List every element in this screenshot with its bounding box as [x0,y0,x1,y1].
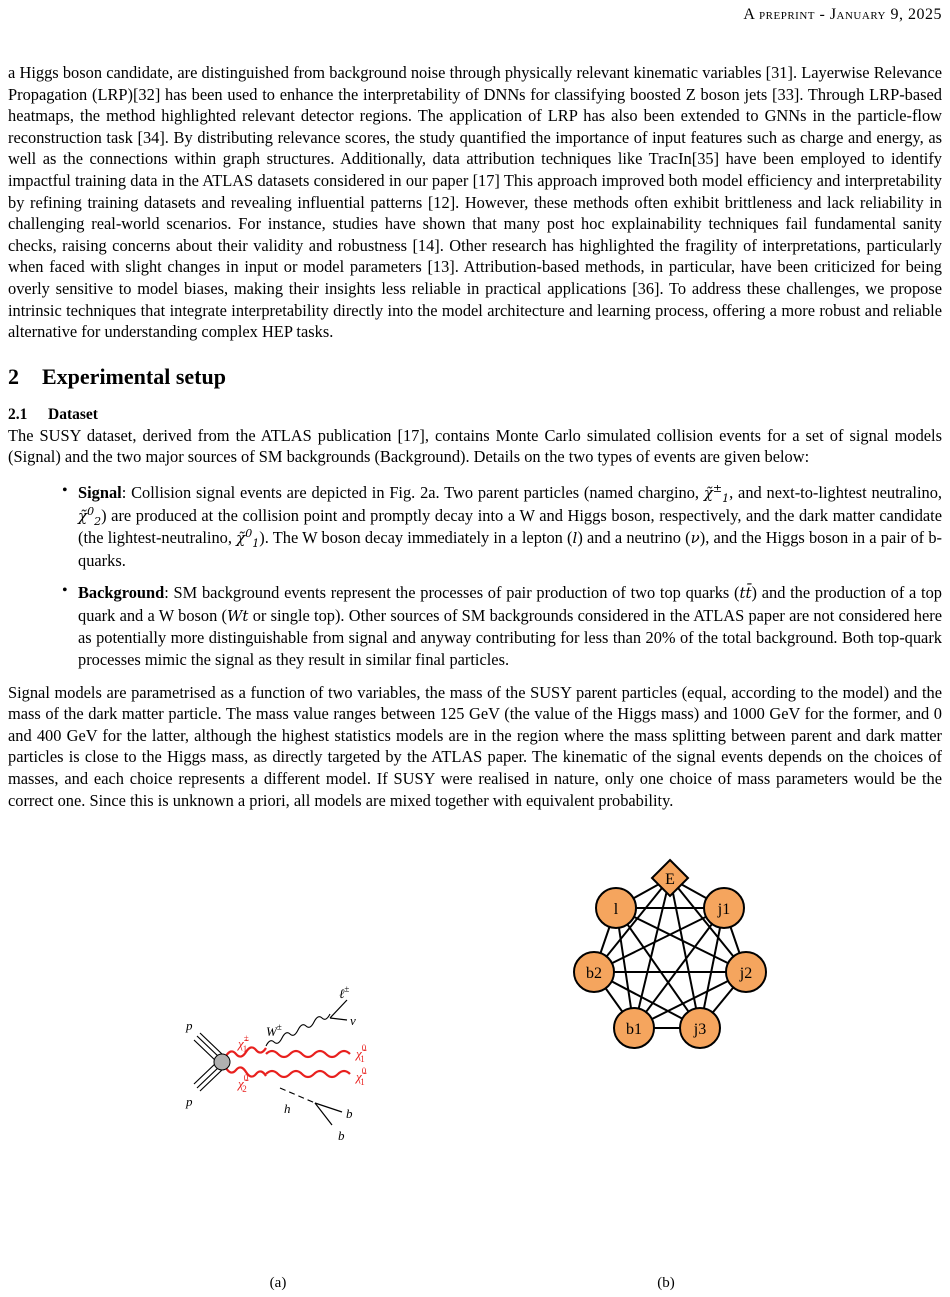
signal-text-2: , and next-to-lightest neutralino, [729,482,943,502]
node-label-j2: j2 [739,965,753,982]
neutralino1-line-top [266,1051,350,1057]
signal-text-5: ) and a neutrino ( [577,528,691,548]
page-content [8,62,942,811]
caption-b: (b) [657,1275,675,1291]
label-p-top: p [186,1018,193,1033]
section-number: 2 [8,363,19,389]
figure-2 [0,848,950,1297]
subsection-title: Dataset [48,405,98,423]
label-lepton: ℓ± [339,984,350,1001]
node-label-j3: j3 [693,1021,707,1038]
background-text-1: : SM background events represent the processes of pair production of two top quarks ( [164,583,740,603]
label-neutralino1-bottom: χ̃$^0$ 1 [356,1066,367,1087]
chargino-glyph: χ̃ [703,483,713,502]
section-heading [8,363,942,391]
signal-text-1: : Collision signal events are depicted in Fig. 2a. Two parent particles (named chargino, [121,482,704,502]
header-text: preprint - January 9, 2025 [759,6,942,23]
chargino-symbol [703,481,730,505]
label-neutralino2: χ̃$^0$ 2 [238,1073,249,1094]
label-neutralino1-top: χ̃$^0$ 1 [356,1043,367,1064]
caption-a: (a) [269,1275,287,1291]
label-w: W± [266,1022,282,1039]
lepton-symbol: l [572,529,578,548]
intro-paragraph: a Higgs boson candidate, are distinguished from background noise through physically relevant kinematic variables [31]. Layerwise Relevance Propagation (LRP)[32] has been used to enhance the interpretability of DNNs for classifying boosted Z boson jets [33]. Through LRP-based heatmaps, the method highlighted relevant detector regions. The application of LRP has also been extended to GNNs in the particle-flow reconstruction task [34]. By distributing relevance scores, the study quantified the importance of input features such as charge and energy, as well as the connections within graph structures. Additionally, data attribution techniques like TracIn[35] have been employed to identify impactful training data in the ATLAS datasets considered in our paper [17] This approach improved both model efficiency and interpretability by refining training datasets and revealing influential patterns [12]. However, these methods often exhibit brittleness and lack reliability in challenging real-world scenarios. For instance, studies have shown that many post hoc explainability techniques fail fundamental sanity checks, raising concerns about their validity and robustness [14]. Other research has highlighted the fragility of interpretations, particularly when faced with slight changes in input or model parameters [13]. Attribution-based methods, in particular, have been criticized for being overly sensitive to model biases, making their insights less reliable in practical applications [36]. To address these challenges, we propose intrinsic techniques that integrate interpretability directly into the model architecture and learning process, offering a more robust and reliable alternative for understanding complex HEP tasks. [8,63,942,342]
mass-400: 400 [36,725,62,745]
header-prefix: A [743,6,755,23]
neutralino1-sup: 0 [245,527,253,541]
signal-paragraph [78,482,942,571]
node-label-b2: b2 [586,965,602,982]
lepton-line [330,1000,347,1018]
neutralino2-sub: 2 [94,514,102,528]
models-text-2: GeV (the value of the Higgs mass) and 1000 GeV for the former, and 0 and [8,704,942,745]
dataset-paragraph: The SUSY dataset, derived from the ATLAS publication [17], contains Monte Carlo simulated collision events for a set of signal models (Signal) and the two major sources of SM backgrounds (Background). Details on the two types of events are given below: [8,425,942,467]
signal-text-3: ) are produced at the collision point and promptly decay into a W and Higgs boson, respectively, and the dark matter candidate (the lightest-neutralino, [78,505,942,548]
chargino-sup: ± [712,481,723,495]
neutralino1-symbol [236,527,260,551]
section-title: Experimental setup [42,363,226,389]
models-paragraph [8,682,942,812]
collision-vertex [214,1054,230,1070]
background-text-2: ) and the production of a top quark and a W boson ( [78,583,942,625]
neutralino1-glyph: χ̃ [236,529,246,548]
ttbar-symbol: tt̄ [739,584,752,603]
list-item-signal [78,482,942,571]
neutralino1-line-bottom [266,1071,350,1077]
subsection-number: 2.1 [8,405,28,423]
label-chargino: χ̃± 1 [238,1033,249,1054]
feynman-diagram [170,938,470,1158]
node-label-b1: b1 [626,1021,642,1038]
neutralino1-sub: 1 [252,537,260,551]
signal-text-6: ), and the Higgs boson in a pair of b-quarks. [78,528,942,570]
neutralino2-symbol [78,504,102,528]
neutrino-line [330,1018,347,1020]
models-text-3: GeV for the latter, although the highest statistics models are in the region where the mass splitting between parent and dark matter particles is close to the Higgs mass, as directly targeted by the ATLAS paper. The kinematic of the signal events depends on the choices of masses, and each choice represents a different model. If SUSY were realised in nature, only one choice of mass parameters would be the correct one. Since this is unknown a priori, all models are mixed together with equivalent probability. [8,725,943,810]
signal-lead: Signal [78,482,122,502]
node-label-l: l [613,901,619,918]
background-paragraph [78,582,942,670]
background-lead: Background [78,583,165,603]
models-text-1: Signal models are parametrised as a function of two variables, the mass of the SUSY parent particles (equal, according to the model) and the mass of the dark matter particle. The mass value ranges between [8,682,942,724]
event-types-list [8,482,942,671]
neutrino-symbol: ν [690,529,700,548]
label-h: h [284,1101,291,1116]
mass-125: 125 [439,704,465,724]
neutralino2-glyph: χ̃ [78,506,88,525]
node-label-E: E [665,871,675,888]
label-nu: ν [350,1013,356,1028]
label-b1: b [346,1106,353,1121]
running-header [743,6,942,24]
list-item-background [78,582,942,670]
background-text-3: or single top). Other sources of SM backgrounds considered in the ATLAS paper are not considered here as potentially more distinguishable from signal and anyway contributing for less than 20% of the total background. Both top-quark processes mimic the signal as they result in similar final particles. [78,605,943,670]
node-label-j1: j1 [717,901,731,918]
signal-text-4: ). The W boson decay immediately in a lepton ( [259,528,573,548]
chargino-sub: 1 [722,491,730,505]
wt-symbol: Wt [227,606,249,625]
neutralino2-sup: 0 [87,504,95,518]
subsection-heading [8,405,942,425]
label-p-bottom: p [186,1094,193,1109]
label-b2: b [338,1128,345,1143]
event-graph [560,848,780,1088]
